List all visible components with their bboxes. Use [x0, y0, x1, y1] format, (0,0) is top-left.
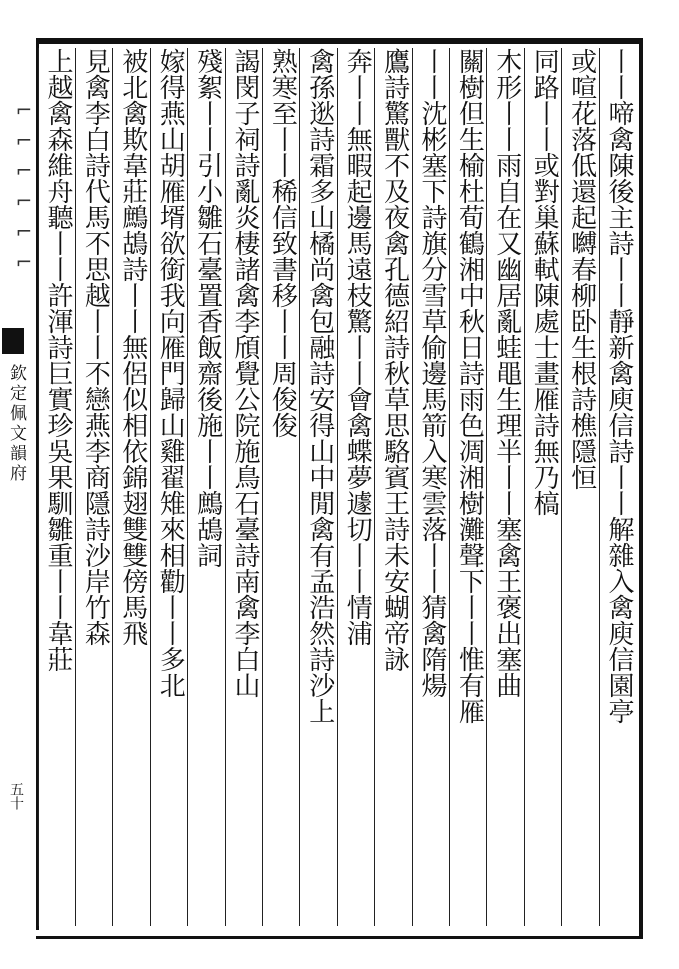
column-text: 鷹詩驚獸不及夜禽孔德紹詩秋草思駱賓王詩未安蝴帝詠 [379, 48, 410, 672]
text-column [524, 48, 562, 926]
text-column [412, 48, 450, 926]
page-number: 五十 [8, 782, 24, 810]
column-text: 見禽李白詩代馬不思越丨丨不戀燕李商隱詩沙岸竹森 [80, 48, 111, 646]
column-text: 上越禽森維舟聽丨丨許渾詩巨實珍吳果馴雛重丨丨韋莊 [42, 48, 73, 672]
fish-tail-mark [2, 328, 24, 354]
column-text: 被北禽欺韋莊鷓鴣詩丨丨無侶似相依錦翅雙雙傍馬飛 [117, 48, 148, 646]
column-text: 殘絮丨丨引小雛石臺置香飯齋後施丨丨鷓鴣詞 [192, 48, 223, 568]
column-text: 丨丨沈彬塞下詩旗分雪草偷邊馬箭入寒雲落丨丨猜禽隋煬 [416, 48, 447, 698]
column-text: 奔丨丨無暇起邊馬遠枝驚丨丨會禽蝶夢遽切丨丨情浦 [342, 48, 373, 646]
text-column [449, 48, 487, 926]
text-column [225, 48, 263, 926]
page-margin [0, 38, 39, 930]
column-text: 丨丨啼禽陳後主詩丨丨靜新禽庾信詩丨丨解雜入禽庾信園亭 [603, 48, 634, 724]
text-column [112, 48, 150, 926]
text-column [262, 48, 300, 926]
column-text: 熟寒至丨丨稀信致書移丨丨周俊俊 [267, 48, 298, 438]
column-text: 同路丨丨或對巢蘇軾陳處士畫雁詩無乃槁 [529, 48, 560, 516]
column-text: 謁閔子祠詩亂炎棲諸禽李頎覺公院施鳥石臺詩南禽李白山 [229, 48, 260, 698]
column-text: 禽孫逖詩霜多山橘尚禽包融詩安得山中閒禽有孟浩然詩沙上 [304, 48, 335, 724]
text-column [187, 48, 225, 926]
text-column [561, 48, 599, 926]
column-text: 關樹但生榆杜荀鶴湘中秋日詩雨色凋湘樹灘聲下丨丨惟有雁 [454, 48, 485, 724]
text-column [599, 48, 637, 926]
margin-marks: ⌐ ⌐ ⌐ ⌐ ⌐ ⌐ [12, 98, 36, 274]
text-column [374, 48, 412, 926]
text-column [150, 48, 188, 926]
column-text: 或喧花落低還起嚩春柳卧生根詩樵隱恒 [566, 48, 597, 490]
text-column [38, 48, 76, 926]
text-column [75, 48, 113, 926]
column-text: 木形丨丨雨自在又幽居亂蛙黽生理半丨丨塞禽王褒出塞曲 [491, 48, 522, 698]
column-text: 嫁得燕山胡雁壻欲銜我向雁門歸山雞翟雉來相勸丨丨多北 [155, 48, 186, 698]
text-column [486, 48, 524, 926]
margin-title: 欽定佩文韻府 [6, 364, 26, 484]
text-column [299, 48, 337, 926]
text-column [337, 48, 375, 926]
